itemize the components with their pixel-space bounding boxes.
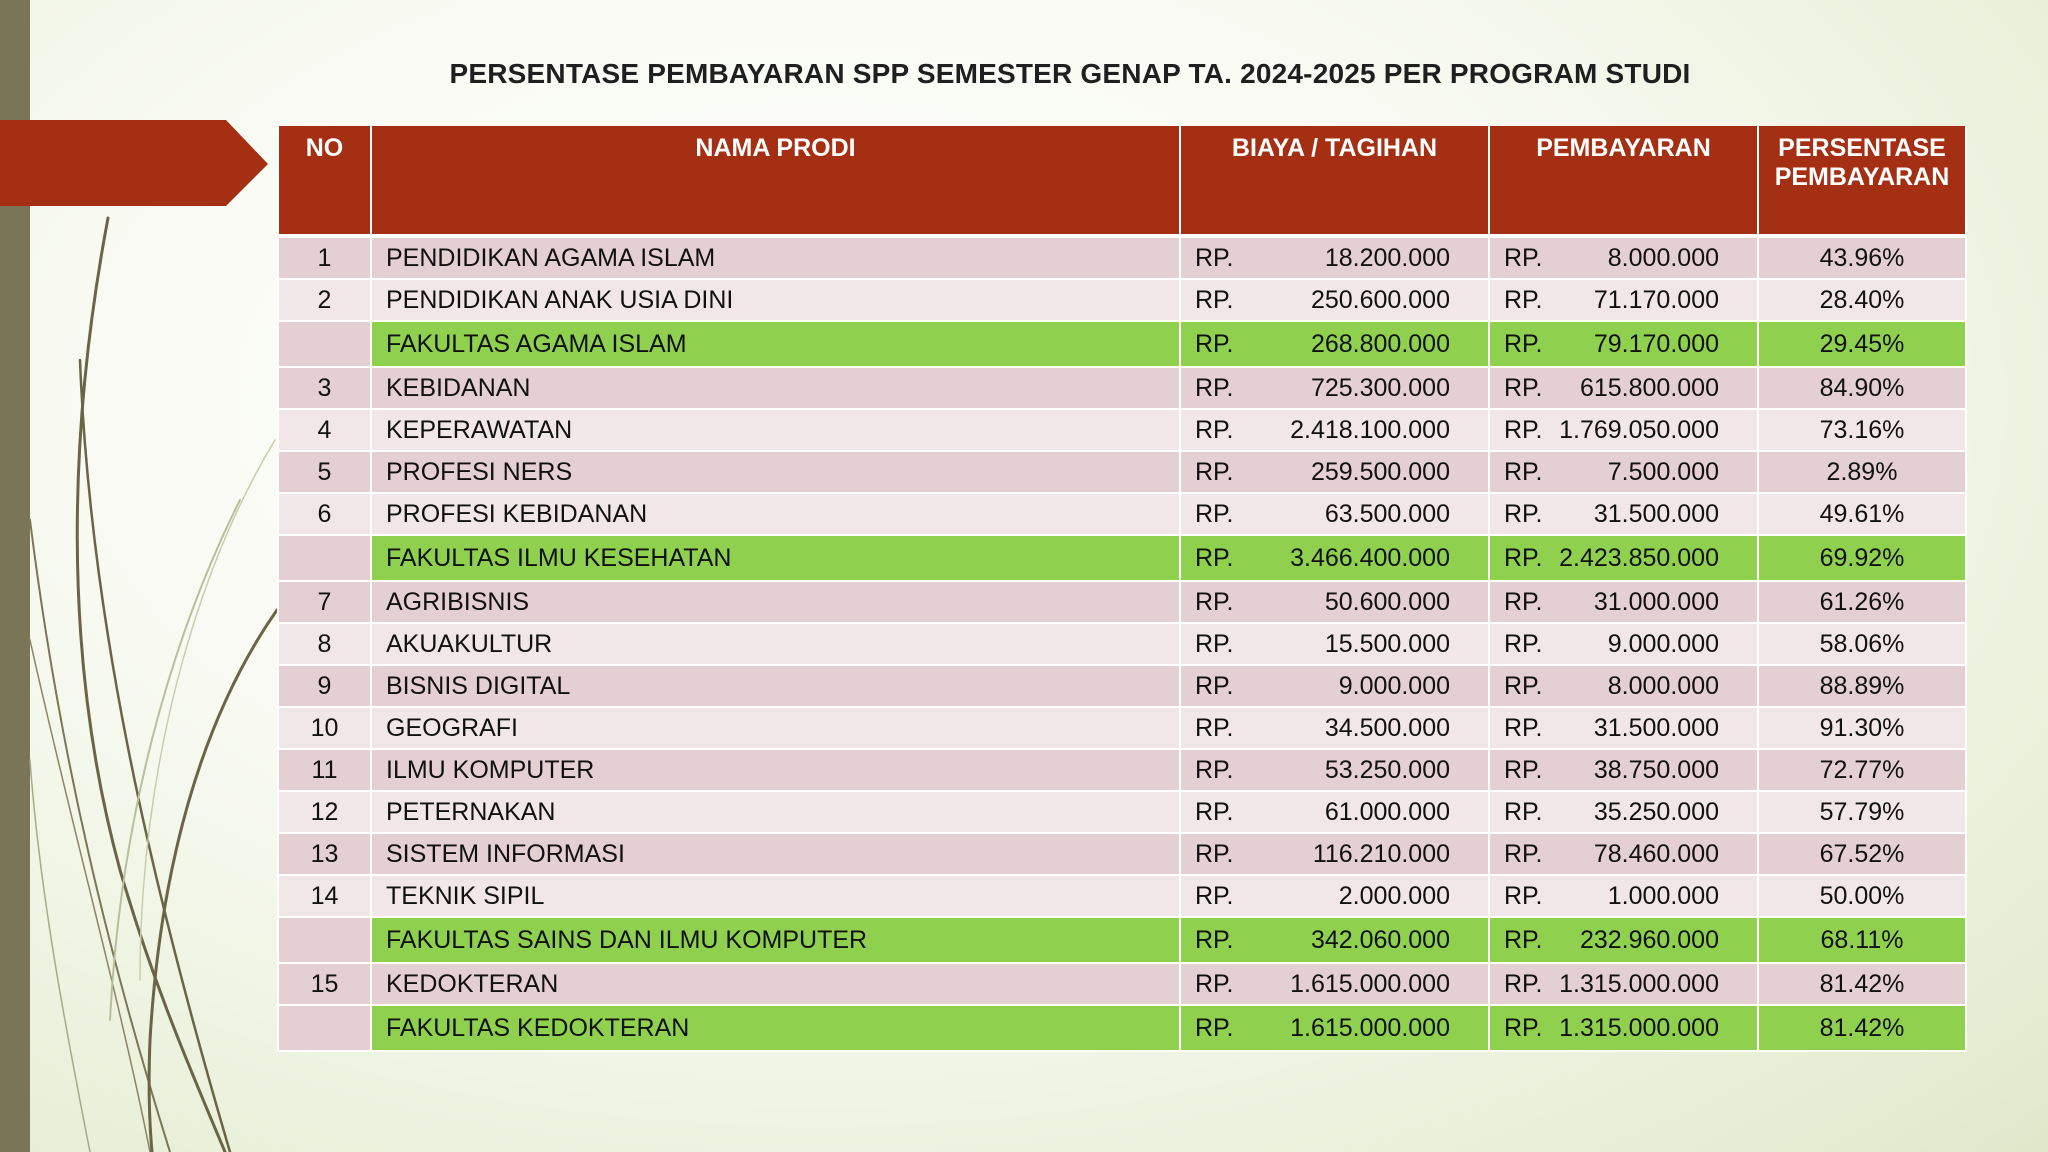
payment-value: 71.170.000	[1593, 285, 1719, 314]
cell-no: 13	[278, 833, 371, 875]
table-row	[278, 409, 1966, 451]
cell-percent: 57.79%	[1758, 791, 1966, 833]
cell-cost	[1180, 236, 1489, 279]
cell-percent: 58.06%	[1758, 623, 1966, 665]
cell-name: FAKULTAS AGAMA ISLAM	[371, 321, 1180, 367]
table-row	[278, 665, 1966, 707]
cell-cost	[1180, 749, 1489, 791]
payment-value: 615.800.000	[1579, 373, 1719, 402]
currency-label: RP.	[1195, 373, 1234, 402]
cell-cost	[1180, 321, 1489, 367]
cell-percent: 67.52%	[1758, 833, 1966, 875]
cell-no: 1	[278, 236, 371, 279]
cell-no: 10	[278, 707, 371, 749]
cell-name: AGRIBISNIS	[371, 581, 1180, 623]
cell-cost	[1180, 1005, 1489, 1051]
cell-payment	[1489, 581, 1758, 623]
cell-cost	[1180, 791, 1489, 833]
table-row	[278, 623, 1966, 665]
table-row	[278, 833, 1966, 875]
cost-value: 9.000.000	[1338, 671, 1450, 700]
cell-no: 3	[278, 367, 371, 409]
cell-name: PROFESI NERS	[371, 451, 1180, 493]
cell-name: KEBIDANAN	[371, 367, 1180, 409]
cell-payment	[1489, 917, 1758, 963]
currency-label: RP.	[1504, 329, 1543, 358]
cell-no	[278, 321, 371, 367]
currency-label: RP.	[1195, 797, 1234, 826]
cell-payment	[1489, 236, 1758, 279]
cell-no: 5	[278, 451, 371, 493]
payment-value: 8.000.000	[1607, 671, 1719, 700]
arrow-shape	[0, 120, 268, 206]
currency-label: RP.	[1504, 969, 1543, 998]
cell-no: 7	[278, 581, 371, 623]
currency-label: RP.	[1504, 925, 1543, 954]
cell-name: FAKULTAS SAINS DAN ILMU KOMPUTER	[371, 917, 1180, 963]
payment-value: 232.960.000	[1579, 925, 1719, 954]
cell-payment	[1489, 707, 1758, 749]
cell-name: GEOGRAFI	[371, 707, 1180, 749]
currency-label: RP.	[1504, 285, 1543, 314]
payment-value: 7.500.000	[1607, 457, 1719, 486]
currency-label: RP.	[1195, 969, 1234, 998]
currency-label: RP.	[1195, 671, 1234, 700]
cost-value: 342.060.000	[1310, 925, 1450, 954]
cell-payment	[1489, 409, 1758, 451]
currency-label: RP.	[1195, 925, 1234, 954]
cell-cost	[1180, 833, 1489, 875]
currency-label: RP.	[1504, 499, 1543, 528]
cell-payment	[1489, 1005, 1758, 1051]
header-name: NAMA PRODI	[371, 126, 1180, 236]
cell-no	[278, 917, 371, 963]
currency-label: RP.	[1195, 629, 1234, 658]
currency-label: RP.	[1195, 457, 1234, 486]
cost-value: 250.600.000	[1310, 285, 1450, 314]
currency-label: RP.	[1195, 587, 1234, 616]
cell-percent: 72.77%	[1758, 749, 1966, 791]
cell-percent: 81.42%	[1758, 1005, 1966, 1051]
currency-label: RP.	[1504, 243, 1543, 272]
cell-percent: 50.00%	[1758, 875, 1966, 917]
page-title: PERSENTASE PEMBAYARAN SPP SEMESTER GENAP TA. 2024-2025 PER PROGRAM STUDI	[449, 58, 1691, 89]
header-payment: PEMBAYARAN	[1489, 126, 1758, 236]
cost-value: 50.600.000	[1324, 587, 1450, 616]
currency-label: RP.	[1195, 285, 1234, 314]
cell-no: 8	[278, 623, 371, 665]
cell-name: PENDIDIKAN ANAK USIA DINI	[371, 279, 1180, 321]
cell-payment	[1489, 451, 1758, 493]
currency-label: RP.	[1504, 839, 1543, 868]
cell-payment	[1489, 623, 1758, 665]
cost-value: 15.500.000	[1324, 629, 1450, 658]
cell-cost	[1180, 535, 1489, 581]
cell-name: BISNIS DIGITAL	[371, 665, 1180, 707]
header-cost: BIAYA / TAGIHAN	[1180, 126, 1489, 236]
cell-cost	[1180, 665, 1489, 707]
cost-value: 259.500.000	[1310, 457, 1450, 486]
cell-cost	[1180, 963, 1489, 1005]
cell-percent: 69.92%	[1758, 535, 1966, 581]
cell-percent: 28.40%	[1758, 279, 1966, 321]
currency-label: RP.	[1195, 499, 1234, 528]
cell-name: FAKULTAS KEDOKTERAN	[371, 1005, 1180, 1051]
cost-value: 116.210.000	[1312, 839, 1450, 868]
cell-percent: 84.90%	[1758, 367, 1966, 409]
cell-no: 4	[278, 409, 371, 451]
payment-value: 38.750.000	[1593, 755, 1719, 784]
faculty-total-row	[278, 1005, 1966, 1051]
cell-payment	[1489, 493, 1758, 535]
cell-no	[278, 535, 371, 581]
header-no: NO	[278, 126, 371, 236]
table-row	[278, 581, 1966, 623]
currency-label: RP.	[1195, 839, 1234, 868]
payment-value: 31.500.000	[1593, 713, 1719, 742]
cell-payment	[1489, 321, 1758, 367]
cell-percent: 2.89%	[1758, 451, 1966, 493]
currency-label: RP.	[1195, 543, 1234, 572]
currency-label: RP.	[1195, 755, 1234, 784]
cell-payment	[1489, 749, 1758, 791]
payment-value: 79.170.000	[1593, 329, 1719, 358]
currency-label: RP.	[1504, 587, 1543, 616]
cell-name: ILMU KOMPUTER	[371, 749, 1180, 791]
cell-payment	[1489, 963, 1758, 1005]
currency-label: RP.	[1195, 329, 1234, 358]
table-row	[278, 279, 1966, 321]
cell-cost	[1180, 409, 1489, 451]
table-header-row	[278, 126, 1966, 236]
decorative-grass-strands	[30, 218, 277, 1152]
payment-value: 78.460.000	[1593, 839, 1719, 868]
payment-value: 9.000.000	[1607, 629, 1719, 658]
payment-value: 35.250.000	[1593, 797, 1719, 826]
cell-no: 2	[278, 279, 371, 321]
cell-no: 12	[278, 791, 371, 833]
currency-label: RP.	[1504, 457, 1543, 486]
currency-label: RP.	[1195, 1013, 1234, 1042]
cost-value: 18.200.000	[1324, 243, 1450, 272]
currency-label: RP.	[1504, 629, 1543, 658]
cell-percent: 43.96%	[1758, 236, 1966, 279]
cell-percent: 61.26%	[1758, 581, 1966, 623]
cell-percent: 81.42%	[1758, 963, 1966, 1005]
table-row	[278, 749, 1966, 791]
cost-value: 63.500.000	[1324, 499, 1450, 528]
payment-value: 1.315.000.000	[1559, 1013, 1719, 1042]
cell-payment	[1489, 833, 1758, 875]
cost-value: 61.000.000	[1324, 797, 1450, 826]
cell-percent: 91.30%	[1758, 707, 1966, 749]
currency-label: RP.	[1504, 1013, 1543, 1042]
cell-name: KEDOKTERAN	[371, 963, 1180, 1005]
cell-cost	[1180, 279, 1489, 321]
cell-no	[278, 1005, 371, 1051]
cost-value: 2.000.000	[1338, 881, 1450, 910]
cell-cost	[1180, 707, 1489, 749]
currency-label: RP.	[1504, 713, 1543, 742]
cost-value: 2.418.100.000	[1290, 415, 1450, 444]
cell-no: 6	[278, 493, 371, 535]
payment-value: 31.500.000	[1593, 499, 1719, 528]
cell-cost	[1180, 875, 1489, 917]
currency-label: RP.	[1504, 671, 1543, 700]
cost-value: 53.250.000	[1324, 755, 1450, 784]
cell-percent: 88.89%	[1758, 665, 1966, 707]
cell-cost	[1180, 367, 1489, 409]
table-body	[278, 236, 1966, 1051]
payment-value: 8.000.000	[1607, 243, 1719, 272]
currency-label: RP.	[1504, 415, 1543, 444]
cell-percent: 73.16%	[1758, 409, 1966, 451]
cell-name: KEPERAWATAN	[371, 409, 1180, 451]
currency-label: RP.	[1195, 415, 1234, 444]
payment-value: 1.769.050.000	[1559, 415, 1719, 444]
faculty-total-row	[278, 917, 1966, 963]
cost-value: 725.300.000	[1310, 373, 1450, 402]
cell-name: PENDIDIKAN AGAMA ISLAM	[371, 236, 1180, 279]
table-row	[278, 875, 1966, 917]
table-row	[278, 236, 1966, 279]
cell-cost	[1180, 581, 1489, 623]
cell-percent: 49.61%	[1758, 493, 1966, 535]
cost-value: 3.466.400.000	[1290, 543, 1450, 572]
cell-payment	[1489, 665, 1758, 707]
cell-no: 14	[278, 875, 371, 917]
currency-label: RP.	[1504, 797, 1543, 826]
currency-label: RP.	[1195, 713, 1234, 742]
faculty-total-row	[278, 535, 1966, 581]
cell-cost	[1180, 451, 1489, 493]
cell-no: 11	[278, 749, 371, 791]
currency-label: RP.	[1195, 243, 1234, 272]
currency-label: RP.	[1504, 881, 1543, 910]
table-row	[278, 367, 1966, 409]
payment-table	[277, 126, 1967, 1052]
table-row	[278, 791, 1966, 833]
cell-payment	[1489, 279, 1758, 321]
cell-name: SISTEM INFORMASI	[371, 833, 1180, 875]
cell-name: PETERNAKAN	[371, 791, 1180, 833]
table-row	[278, 707, 1966, 749]
cell-name: FAKULTAS ILMU KESEHATAN	[371, 535, 1180, 581]
payment-value: 31.000.000	[1593, 587, 1719, 616]
currency-label: RP.	[1504, 373, 1543, 402]
cell-payment	[1489, 535, 1758, 581]
faculty-total-row	[278, 321, 1966, 367]
payment-value: 1.315.000.000	[1559, 969, 1719, 998]
cell-cost	[1180, 493, 1489, 535]
cell-payment	[1489, 791, 1758, 833]
cost-value: 268.800.000	[1310, 329, 1450, 358]
cost-value: 1.615.000.000	[1290, 969, 1450, 998]
cell-percent: 68.11%	[1758, 917, 1966, 963]
cell-name: TEKNIK SIPIL	[371, 875, 1180, 917]
cost-value: 1.615.000.000	[1290, 1013, 1450, 1042]
header-percent: PERSENTASE PEMBAYARAN	[1758, 126, 1966, 236]
currency-label: RP.	[1504, 543, 1543, 572]
cell-name: PROFESI KEBIDANAN	[371, 493, 1180, 535]
cell-payment	[1489, 367, 1758, 409]
payment-value: 1.000.000	[1607, 881, 1719, 910]
currency-label: RP.	[1195, 881, 1234, 910]
currency-label: RP.	[1504, 755, 1543, 784]
cost-value: 34.500.000	[1324, 713, 1450, 742]
payment-value: 2.423.850.000	[1559, 543, 1719, 572]
cell-no: 15	[278, 963, 371, 1005]
table-row	[278, 963, 1966, 1005]
cell-cost	[1180, 623, 1489, 665]
cell-no: 9	[278, 665, 371, 707]
table-row	[278, 451, 1966, 493]
cell-payment	[1489, 875, 1758, 917]
cell-name: AKUAKULTUR	[371, 623, 1180, 665]
table-row	[278, 493, 1966, 535]
cell-percent: 29.45%	[1758, 321, 1966, 367]
cell-cost	[1180, 917, 1489, 963]
